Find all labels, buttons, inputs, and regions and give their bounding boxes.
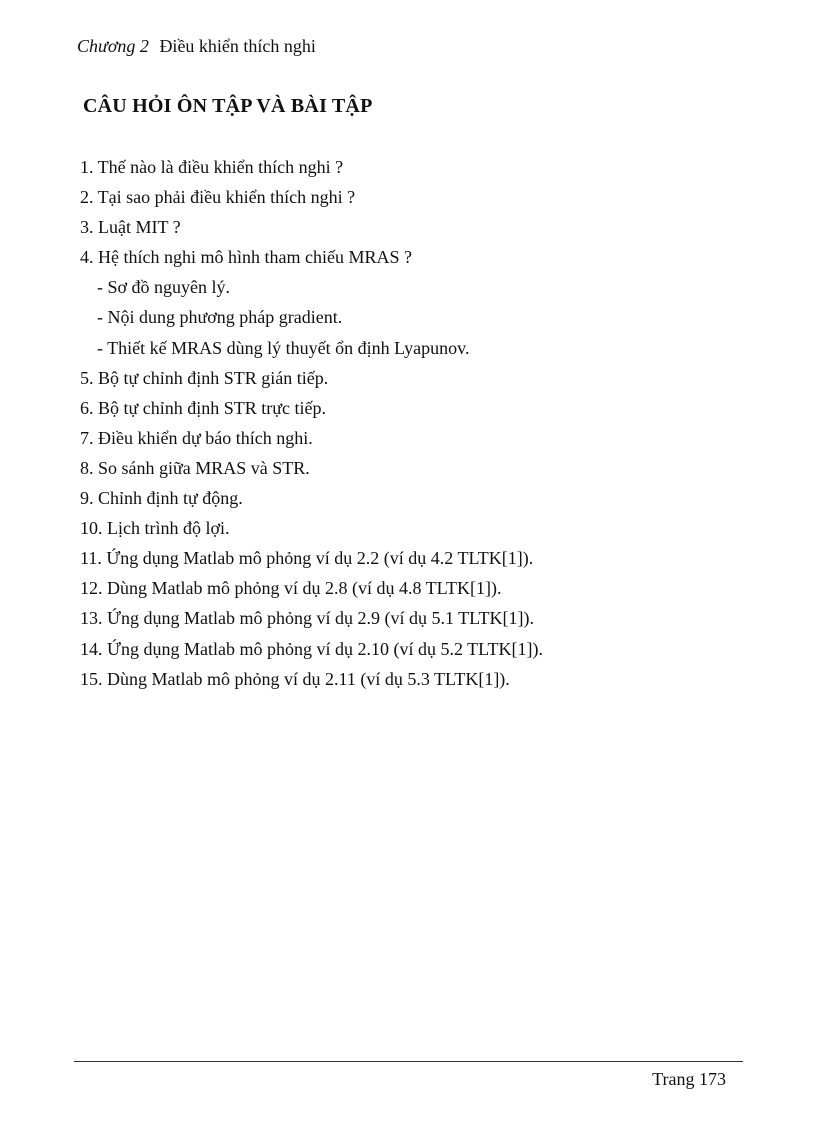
question-item: 9. Chỉnh định tự động. <box>80 488 243 509</box>
question-item: 5. Bộ tự chỉnh định STR gián tiếp. <box>80 367 329 388</box>
question-item: 6. Bộ tự chỉnh định STR trực tiếp. <box>80 397 326 418</box>
question-item: 2. Tại sao phải điều khiển thích nghi ? <box>80 187 356 208</box>
sub-question-item: - Thiết kế MRAS dùng lý thuyết ổn định Lyapunov. <box>97 337 470 358</box>
page-header <box>77 34 316 58</box>
chapter-label: Chương 2 <box>77 36 149 56</box>
page-number: Trang 173 <box>652 1069 726 1089</box>
question-item: 10. Lịch trình độ lợi. <box>80 518 230 539</box>
question-item: 4. Hệ thích nghi mô hình tham chiếu MRAS ? <box>80 247 412 268</box>
question-item: 3. Luật MIT ? <box>80 217 181 238</box>
question-list <box>80 155 760 697</box>
question-item: 14. Ứng dụng Matlab mô phỏng ví dụ 2.10 (ví dụ 5.2 TLTK[1]). <box>80 638 543 659</box>
sub-question-item: - Sơ đồ nguyên lý. <box>97 277 231 298</box>
chapter-title: Điều khiển thích nghi <box>159 36 316 56</box>
sub-question-item: - Nội dung phương pháp gradient. <box>97 307 343 328</box>
question-item: 8. So sánh giữa MRAS và STR. <box>80 457 310 478</box>
question-item: 12. Dùng Matlab mô phỏng ví dụ 2.8 (ví dụ 4.8 TLTK[1]). <box>80 578 502 599</box>
section-title: CÂU HỎI ÔN TẬP VÀ BÀI TẬP <box>83 95 373 117</box>
question-item: 13. Ứng dụng Matlab mô phỏng ví dụ 2.9 (ví dụ 5.1 TLTK[1]). <box>80 608 534 629</box>
question-item: 1. Thế nào là điều khiển thích nghi ? <box>80 157 344 177</box>
question-item: 15. Dùng Matlab mô phỏng ví dụ 2.11 (ví dụ 5.3 TLTK[1]). <box>80 668 510 689</box>
footer-divider <box>74 1061 743 1062</box>
question-item: 7. Điều khiển dự báo thích nghi. <box>80 427 313 448</box>
question-item: 11. Ứng dụng Matlab mô phỏng ví dụ 2.2 (ví dụ 4.2 TLTK[1]). <box>80 548 534 569</box>
